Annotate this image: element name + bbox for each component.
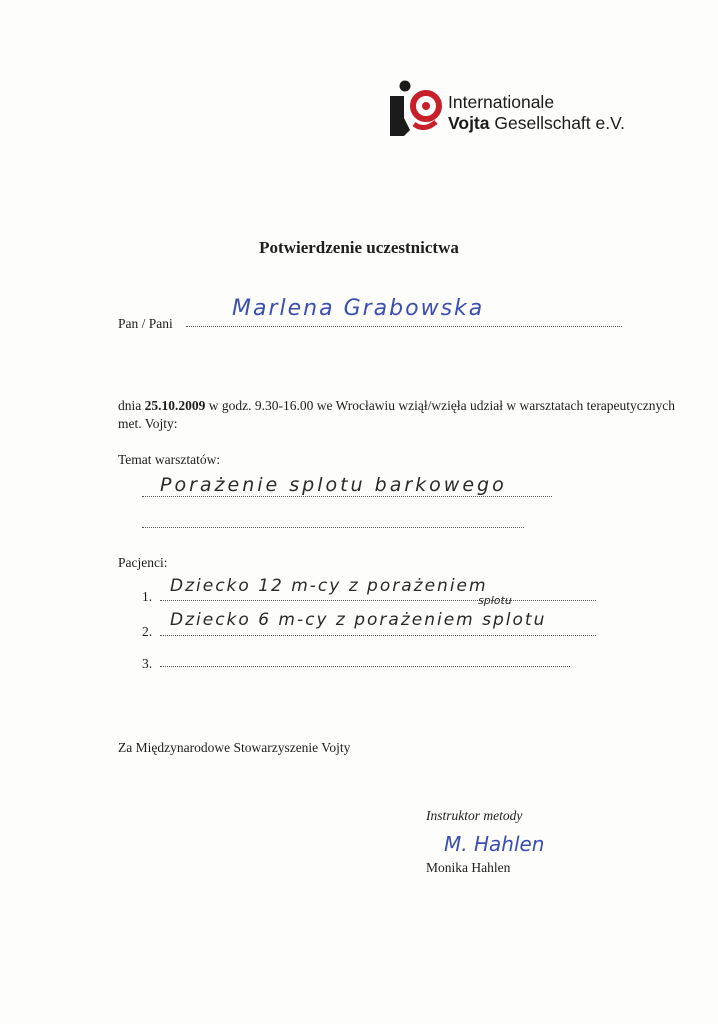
vojta-logo: [388, 80, 648, 140]
participant-label: Pan / Pani: [118, 316, 173, 331]
instructor-role: Instruktor metody: [426, 808, 523, 823]
patient-3-number: 3.: [142, 656, 153, 671]
statement-rest: w godz. 9.30-16.00 we Wrocławiu wziął/wzięła udział w warsztatach terapeutycznych met. Vojty:: [118, 398, 676, 431]
patient-1-number: 1.: [142, 589, 153, 604]
workshop-dotted-line-1: [142, 496, 552, 497]
patient-2-number: 2.: [142, 624, 153, 639]
patient-1-handwritten: Dziecko 12 m-cy z porażeniem: [170, 576, 488, 596]
statement-date: 25.10.2009: [144, 398, 206, 413]
statement-prefix: dnia: [118, 398, 145, 413]
vojta-logo-text: [448, 92, 625, 134]
patient-2-dotted-line: [160, 635, 596, 636]
attendance-statement: [118, 397, 678, 433]
vojta-logo-mark-icon: [388, 80, 444, 140]
patient-1-dotted-line: [160, 600, 596, 601]
document-title: Potwierdzenie uczestnictwa: [259, 238, 459, 257]
logo-line1: Internationale: [448, 92, 555, 112]
workshop-topic-handwritten: Porażenie splotu barkowego: [160, 474, 507, 496]
instructor-signature: M. Hahlen: [444, 832, 545, 856]
workshop-dotted-line-2: [142, 527, 524, 528]
patient-2-handwritten: Dziecko 6 m-cy z porażeniem splotu: [170, 610, 547, 630]
logo-line2-rest: Gesellschaft e.V.: [489, 113, 626, 133]
logo-line2-bold: Vojta: [448, 113, 490, 133]
patient-1-above-handwritten: splotu: [478, 594, 512, 607]
logo-line2: [448, 113, 625, 134]
instructor-name: Monika Hahlen: [426, 860, 511, 875]
patients-label: Pacjenci:: [118, 555, 168, 570]
participant-name-handwritten: Marlena Grabowska: [232, 296, 485, 321]
association-text: Za Międzynarodowe Stowarzyszenie Vojty: [118, 740, 351, 755]
participant-dotted-line: [186, 326, 622, 327]
workshop-label: Temat warsztatów:: [118, 452, 221, 467]
patient-3-dotted-line: [160, 666, 570, 667]
